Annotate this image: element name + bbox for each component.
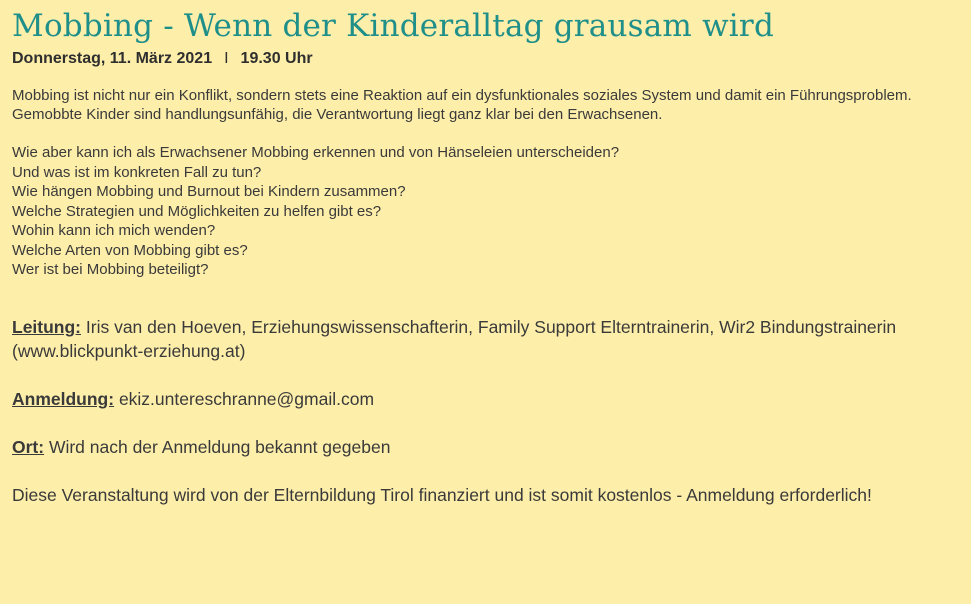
intro-paragraph: Gemobbte Kinder sind handlungsunfähig, die Verantwortung liegt ganz klar bei den Erwachsenen. xyxy=(12,106,663,123)
date-separator: I xyxy=(224,50,229,67)
ort-text: Wird nach der Anmeldung bekannt gegeben xyxy=(44,436,391,457)
question-line: Wie hängen Mobbing und Burnout bei Kindern zusammen? xyxy=(12,183,406,200)
ort-row xyxy=(12,435,959,459)
anmeldung-email: ekiz.untereschranne@gmail.com xyxy=(114,388,375,409)
event-date: Donnerstag, 11. März 2021 xyxy=(12,50,213,67)
question-line: Wohin kann ich mich wenden? xyxy=(12,222,216,239)
event-time: 19.30 Uhr xyxy=(240,50,313,67)
question-line: Welche Strategien und Möglichkeiten zu helfen gibt es? xyxy=(12,202,382,220)
event-title: Mobbing - Wenn der Kinderalltag grausam wird xyxy=(12,8,774,44)
question-list xyxy=(12,143,959,280)
ort-label: Ort: xyxy=(12,436,45,457)
event-details xyxy=(12,315,959,507)
question-line: Und was ist im konkreten Fall zu tun? xyxy=(12,163,262,181)
question-line: Welche Arten von Mobbing gibt es? xyxy=(12,241,248,259)
question-line: Wer ist bei Mobbing beteiligt? xyxy=(12,261,209,278)
anmeldung-label: Anmeldung: xyxy=(12,388,115,409)
funding-note: Diese Veranstaltung wird von der Elternbildung Tirol finanziert und ist somit kostenlos - Anmeldung erforderlich! xyxy=(12,484,872,505)
leitung-text: Iris van den Hoeven, Erziehungswissenschafterin, Family Support Elterntrainerin, Wir2 Bindungstrainerin (www.blickpunkt-erziehung.at) xyxy=(12,316,897,361)
leitung-row xyxy=(12,315,959,363)
intro-paragraph: Mobbing ist nicht nur ein Konflikt, sondern stets eine Reaktion auf ein dysfunktionales soziales System und damit ein Führungsproblem. xyxy=(12,87,912,104)
anmeldung-row xyxy=(12,387,959,411)
question-line: Wie aber kann ich als Erwachsener Mobbing erkennen und von Hänseleien unterscheiden? xyxy=(12,144,620,161)
event-date-line xyxy=(12,48,959,70)
intro-text xyxy=(12,86,959,124)
leitung-label: Leitung: xyxy=(12,316,82,337)
